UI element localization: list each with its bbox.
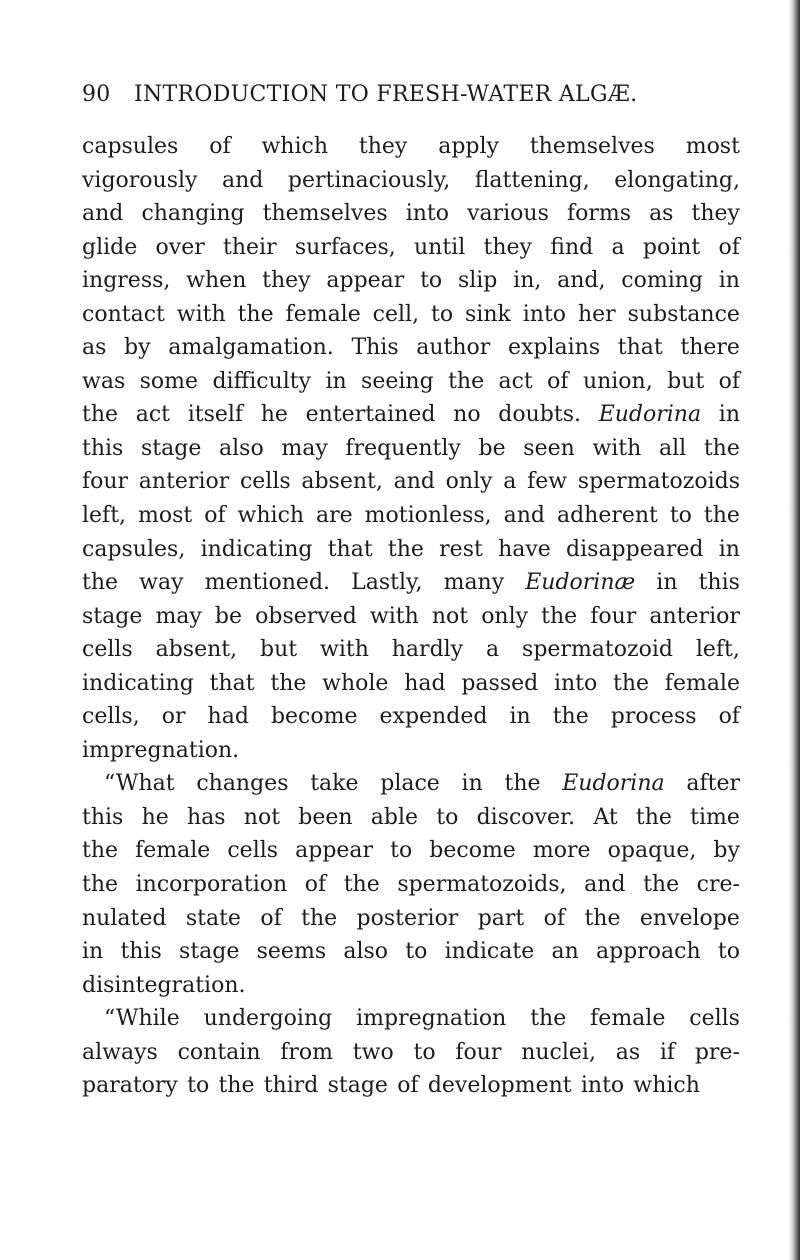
- word: cells: [82, 637, 133, 663]
- word: but: [667, 368, 705, 394]
- word: posterior: [356, 905, 459, 931]
- word: impregnation.: [82, 737, 240, 763]
- word: surfaces,: [294, 234, 396, 260]
- word: capsules: [82, 134, 179, 159]
- text-line: [82, 197, 740, 231]
- word: seems: [256, 939, 327, 965]
- word: not: [431, 603, 469, 629]
- word: had: [207, 704, 249, 730]
- word: the: [343, 872, 380, 898]
- word: glide: [82, 234, 138, 260]
- word: of: [304, 872, 327, 898]
- word: amalgamation.: [168, 335, 334, 361]
- word: doubts.: [498, 402, 581, 428]
- word: in: [656, 570, 678, 596]
- running-title: INTRODUCTION TO FRESH-WATER ALGÆ.: [134, 82, 638, 107]
- word: spermatozoid: [522, 637, 673, 663]
- word: also: [219, 435, 264, 461]
- word: over: [155, 234, 205, 260]
- word: nuclei,: [521, 1039, 596, 1065]
- word: the: [82, 872, 119, 898]
- word: there: [680, 335, 740, 361]
- word: only: [445, 469, 493, 495]
- word: most: [138, 503, 193, 529]
- word: female: [590, 1006, 666, 1032]
- word: many: [443, 570, 505, 596]
- word: no: [453, 402, 481, 428]
- word: which: [261, 134, 328, 159]
- word: passed: [461, 670, 539, 696]
- word: “What: [104, 771, 175, 797]
- word: of: [547, 368, 569, 394]
- italic-word: Eudorina: [562, 771, 665, 797]
- word: capsules,: [82, 536, 186, 562]
- word: vigorously: [82, 167, 198, 193]
- word: hardly: [391, 637, 464, 663]
- word: cells,: [82, 704, 140, 730]
- word: and: [584, 872, 626, 898]
- word: that: [327, 536, 373, 562]
- word: the: [613, 670, 650, 696]
- word: are: [316, 503, 353, 529]
- word: and: [221, 167, 264, 193]
- word: an: [551, 939, 579, 965]
- word: to: [390, 838, 413, 864]
- word: indicate: [444, 939, 535, 965]
- word: into: [553, 670, 598, 696]
- word: ingress,: [82, 268, 171, 294]
- word: disappeared: [566, 536, 704, 562]
- word: into: [405, 201, 449, 227]
- word: apply: [438, 134, 499, 159]
- word: in: [718, 402, 740, 428]
- word: some: [139, 368, 199, 394]
- word: envelope: [639, 905, 740, 931]
- word: the: [530, 1006, 567, 1032]
- word: after: [686, 771, 740, 797]
- word: union,: [582, 368, 653, 394]
- word: take: [310, 771, 359, 797]
- word: by: [713, 838, 740, 864]
- word: way: [139, 570, 184, 596]
- word: the: [635, 804, 672, 830]
- word: in: [461, 771, 483, 797]
- word: appear: [295, 838, 374, 864]
- word: anterior: [138, 469, 230, 495]
- word: motionless,: [364, 503, 492, 529]
- word: be: [478, 435, 506, 461]
- word: two: [352, 1039, 394, 1065]
- word: if: [659, 1039, 676, 1065]
- word: This: [351, 335, 399, 361]
- word: their: [223, 234, 277, 260]
- word: this: [698, 570, 740, 596]
- word: this: [82, 804, 124, 830]
- word: and,: [557, 268, 606, 294]
- word: undergoing: [203, 1006, 333, 1032]
- word: most: [685, 134, 740, 159]
- word: Lastly,: [351, 570, 423, 596]
- word: four: [82, 469, 129, 495]
- word: observed: [255, 603, 357, 629]
- word: and: [393, 469, 435, 495]
- word: they: [691, 201, 740, 227]
- word: point: [642, 234, 701, 260]
- word: anterior: [649, 603, 740, 629]
- word: left,: [695, 637, 740, 663]
- word: entertained: [305, 402, 436, 428]
- text-line: [82, 499, 740, 533]
- text-line: [82, 566, 740, 600]
- word: in: [325, 368, 347, 394]
- word: the: [301, 905, 338, 931]
- text-line: [82, 801, 740, 835]
- word: whole: [322, 670, 389, 696]
- text-line: [82, 331, 740, 365]
- word: until: [414, 234, 466, 260]
- word: the: [541, 603, 578, 629]
- word: changes: [196, 771, 289, 797]
- text-line: [82, 834, 740, 868]
- word: which: [237, 503, 305, 529]
- word: as: [615, 1039, 641, 1065]
- word: become: [270, 704, 358, 730]
- word: has: [186, 804, 226, 830]
- word: the: [82, 402, 119, 428]
- word: forms: [566, 201, 631, 227]
- word: have: [498, 536, 551, 562]
- word: in: [82, 939, 104, 965]
- word: approach: [595, 939, 701, 965]
- word: pertinaciously,: [287, 167, 451, 193]
- word: in: [718, 268, 740, 294]
- word: paratory: [82, 1073, 178, 1099]
- word: place: [380, 771, 440, 797]
- word: expended: [379, 704, 488, 730]
- text-line: [82, 600, 740, 634]
- text-line: [82, 633, 740, 667]
- text-line: [82, 1002, 740, 1036]
- word: this: [82, 435, 124, 461]
- text-line: [82, 264, 740, 298]
- word: seeing: [361, 368, 434, 394]
- word: which: [633, 1073, 700, 1099]
- word: into: [580, 1073, 625, 1099]
- word: disintegration.: [82, 972, 246, 998]
- word: adherent: [556, 503, 658, 529]
- word: female: [285, 301, 361, 327]
- word: nulated: [82, 905, 167, 931]
- text-line: [82, 667, 740, 701]
- word: part: [477, 905, 525, 931]
- word: a: [486, 637, 500, 663]
- word: be: [214, 603, 243, 629]
- word: the: [387, 536, 424, 562]
- word: to: [431, 301, 454, 327]
- word: her: [577, 301, 616, 327]
- italic-word: Eudorinæ: [525, 570, 636, 596]
- word: explains: [507, 335, 601, 361]
- word: contain: [177, 1039, 261, 1065]
- word: development: [427, 1073, 572, 1099]
- word: spermatozoids,: [397, 872, 567, 898]
- word: few: [527, 469, 568, 495]
- text-line: [82, 700, 740, 734]
- text-line: [82, 1036, 740, 1070]
- word: with: [176, 301, 226, 327]
- word: always: [82, 1039, 158, 1065]
- word: that: [209, 670, 255, 696]
- word: the: [448, 368, 485, 394]
- word: the: [270, 670, 307, 696]
- word: coming: [621, 268, 703, 294]
- page-number: 90: [82, 82, 111, 107]
- word: female: [664, 670, 740, 696]
- word: into: [522, 301, 567, 327]
- word: of: [718, 368, 740, 394]
- word: substance: [627, 301, 740, 327]
- word: had: [404, 670, 446, 696]
- text-line: [82, 734, 740, 768]
- word: appear: [326, 268, 405, 294]
- word: the: [584, 905, 621, 931]
- text-line: [82, 130, 740, 164]
- word: time: [690, 804, 740, 830]
- word: opaque,: [607, 838, 697, 864]
- word: At: [593, 804, 618, 830]
- word: frequently: [345, 435, 461, 461]
- word: the: [552, 704, 589, 730]
- word: to: [420, 268, 443, 294]
- word: mentioned.: [204, 570, 331, 596]
- word: with: [369, 603, 419, 629]
- page-edge-shadow: [788, 0, 800, 1260]
- word: become: [429, 838, 516, 864]
- word: been: [298, 804, 353, 830]
- word: themselves: [529, 134, 655, 159]
- word: stage: [141, 435, 202, 461]
- word: the: [218, 1073, 255, 1099]
- word: may: [281, 435, 328, 461]
- word: or: [161, 704, 186, 730]
- word: contact: [82, 301, 165, 327]
- word: they: [358, 134, 408, 159]
- word: changing: [141, 201, 245, 227]
- text-line: [82, 164, 740, 198]
- word: discover.: [476, 804, 576, 830]
- word: third: [263, 1073, 319, 1099]
- word: of: [543, 905, 566, 931]
- word: left,: [82, 503, 127, 529]
- word: incorporation: [135, 872, 288, 898]
- word: spermatozoids: [577, 469, 740, 495]
- word: the: [82, 570, 119, 596]
- word: various: [467, 201, 549, 227]
- word: author: [416, 335, 491, 361]
- word: able: [370, 804, 419, 830]
- word: as: [82, 335, 107, 361]
- word: as: [649, 201, 674, 227]
- word: he: [260, 402, 288, 428]
- word: the: [237, 301, 274, 327]
- word: pre-: [694, 1039, 740, 1065]
- word: find: [550, 234, 594, 260]
- word: state: [185, 905, 241, 931]
- word: four: [590, 603, 637, 629]
- word: of: [397, 1073, 419, 1099]
- word: only: [481, 603, 529, 629]
- word: in: [509, 704, 531, 730]
- text-line: [82, 398, 740, 432]
- text-line: [82, 432, 740, 466]
- word: they: [483, 234, 532, 260]
- word: act: [135, 402, 170, 428]
- word: to: [405, 939, 428, 965]
- word: may: [155, 603, 202, 629]
- word: cells: [227, 838, 279, 864]
- italic-word: Eudorina: [598, 402, 702, 428]
- word: a: [503, 469, 517, 495]
- word: impregnation: [356, 1006, 507, 1032]
- word: a: [611, 234, 625, 260]
- word: he: [141, 804, 169, 830]
- word: was: [82, 368, 126, 394]
- word: and: [503, 503, 545, 529]
- text-line: [82, 767, 740, 801]
- word: itself: [187, 402, 244, 428]
- word: with: [319, 637, 369, 663]
- word: four: [455, 1039, 502, 1065]
- text-line: [82, 533, 740, 567]
- word: themselves: [262, 201, 388, 227]
- word: cells: [689, 1006, 740, 1032]
- word: “While: [104, 1006, 180, 1032]
- word: sink: [465, 301, 511, 327]
- word: act: [498, 368, 533, 394]
- text-line: [82, 298, 740, 332]
- word: the: [643, 872, 680, 898]
- word: cell,: [372, 301, 420, 327]
- word: seen: [523, 435, 575, 461]
- word: slip: [457, 268, 498, 294]
- text-line: [82, 465, 740, 499]
- text-line: [82, 969, 740, 1003]
- running-header: [82, 82, 722, 107]
- word: but: [260, 637, 298, 663]
- word: the: [703, 435, 740, 461]
- word: stage: [82, 603, 143, 629]
- word: female: [135, 838, 211, 864]
- word: in: [718, 536, 740, 562]
- word: all: [658, 435, 687, 461]
- word: when: [186, 268, 247, 294]
- word: to: [413, 1039, 436, 1065]
- word: indicating: [82, 670, 194, 696]
- word: not: [243, 804, 281, 830]
- text-line: [82, 1069, 740, 1103]
- word: to: [187, 1073, 210, 1099]
- body-text: [82, 130, 740, 1103]
- word: this: [120, 939, 162, 965]
- word: rest: [439, 536, 483, 562]
- word: absent,: [155, 637, 238, 663]
- word: in,: [513, 268, 542, 294]
- word: flattening,: [474, 167, 590, 193]
- word: the: [82, 838, 119, 864]
- text-line: [82, 231, 740, 265]
- word: with: [592, 435, 642, 461]
- word: and: [82, 201, 124, 227]
- word: of: [209, 134, 231, 159]
- text-line: [82, 902, 740, 936]
- word: cre-: [696, 872, 740, 898]
- word: the: [703, 503, 740, 529]
- word: the: [504, 771, 541, 797]
- text-line: [82, 868, 740, 902]
- word: they: [262, 268, 311, 294]
- word: stage: [179, 939, 240, 965]
- word: to: [436, 804, 459, 830]
- word: from: [280, 1039, 334, 1065]
- word: of: [204, 503, 226, 529]
- word: of: [718, 704, 740, 730]
- word: to: [717, 939, 740, 965]
- word: to: [669, 503, 692, 529]
- word: absent,: [301, 469, 383, 495]
- word: also: [343, 939, 389, 965]
- word: process: [610, 704, 697, 730]
- word: of: [260, 905, 282, 931]
- word: stage: [327, 1073, 388, 1099]
- word: cells: [239, 469, 291, 495]
- word: more: [532, 838, 591, 864]
- word: that: [617, 335, 663, 361]
- word: difficulty: [212, 368, 312, 394]
- text-line: [82, 365, 740, 399]
- word: indicating: [200, 536, 313, 562]
- word: elongating,: [614, 167, 740, 193]
- word: by: [124, 335, 151, 361]
- text-line: [82, 935, 740, 969]
- word: of: [718, 234, 740, 260]
